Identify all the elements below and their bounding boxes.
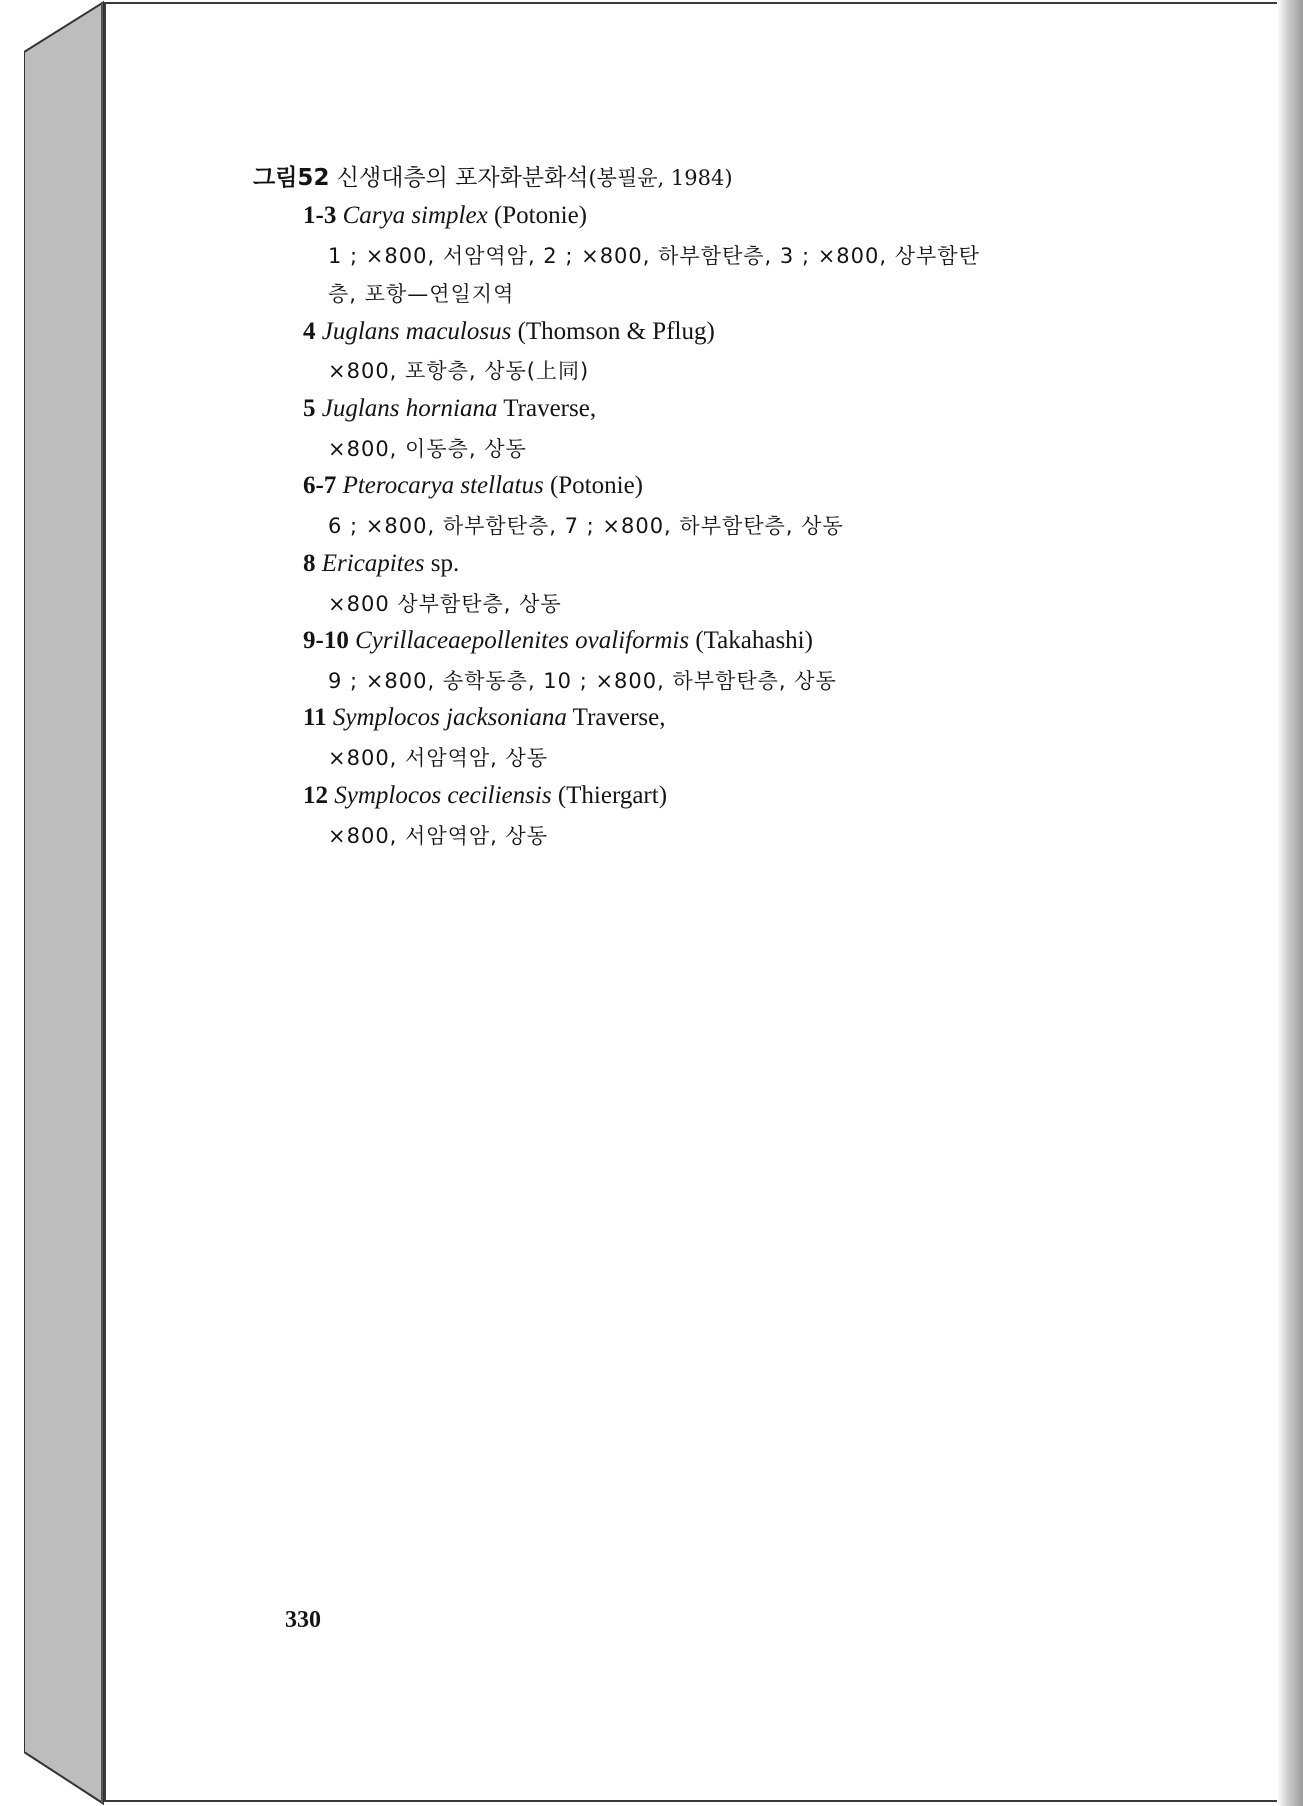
entry-title [303, 703, 665, 733]
entry-title [303, 549, 459, 579]
entry-detail: 층, 포항—연일지역 [328, 282, 515, 306]
entry-species: Symplocos jacksoniana [332, 704, 567, 731]
entry-detail: ×800, 포항층, 상동(上同) [328, 359, 590, 383]
page-edge-shadow [1277, 0, 1303, 1806]
entry-species: Cyrillaceaepollenites ovaliformis [355, 627, 690, 654]
entry-author: (Takahashi) [695, 627, 813, 654]
figure-citation: (봉필윤, 1984) [588, 166, 733, 190]
entry-number: 1-3 [303, 202, 337, 229]
entry-author: (Thiergart) [557, 782, 668, 809]
entry-detail: ×800 상부함탄층, 상동 [328, 592, 562, 616]
page-number: 330 [285, 1607, 321, 1633]
page [104, 2, 1279, 1802]
figure-caption [253, 163, 733, 193]
entry-detail: 9 ; ×800, 송학동층, 10 ; ×800, 하부함탄층, 상동 [328, 669, 837, 693]
entry-number: 8 [303, 550, 316, 577]
figure-title: 신생대층의 포자화분화석 [336, 165, 589, 191]
entry-title [303, 626, 813, 656]
entry-species: Carya simplex [342, 202, 488, 229]
figure-label: 그림52 [253, 165, 330, 191]
entry-author: Traverse, [503, 395, 597, 422]
entry-detail: ×800, 서암역암, 상동 [328, 746, 549, 770]
entry-author: (Thomson & Pflug) [517, 318, 715, 345]
entry-species: Ericapites [321, 550, 425, 577]
entry-number: 6-7 [303, 472, 337, 499]
entry-author: sp. [430, 550, 460, 577]
book-spine [24, 0, 104, 1806]
entry-detail: ×800, 서암역암, 상동 [328, 824, 549, 848]
entry-title [303, 317, 715, 347]
entry-number: 5 [303, 395, 316, 422]
entry-species: Pterocarya stellatus [342, 472, 544, 499]
entry-detail: ×800, 이동층, 상동 [328, 437, 527, 461]
entry-title [303, 394, 596, 424]
entry-number: 9-10 [303, 627, 349, 654]
entry-number: 4 [303, 318, 316, 345]
entry-number: 12 [303, 782, 328, 809]
entry-number: 11 [303, 704, 327, 731]
entry-detail: 6 ; ×800, 하부함탄층, 7 ; ×800, 하부함탄층, 상동 [328, 514, 844, 538]
entry-author: (Potonie) [549, 472, 643, 499]
entry-detail: 1 ; ×800, 서암역암, 2 ; ×800, 하부함탄층, 3 ; ×800, 상부함탄 [328, 244, 980, 268]
entry-title [303, 781, 667, 811]
entry-title [303, 201, 587, 231]
entry-species: Juglans maculosus [321, 318, 512, 345]
entry-title [303, 471, 643, 501]
entry-species: Juglans horniana [321, 395, 498, 422]
entry-author: Traverse, [572, 704, 666, 731]
entry-species: Symplocos ceciliensis [334, 782, 552, 809]
entry-author: (Potonie) [493, 202, 587, 229]
